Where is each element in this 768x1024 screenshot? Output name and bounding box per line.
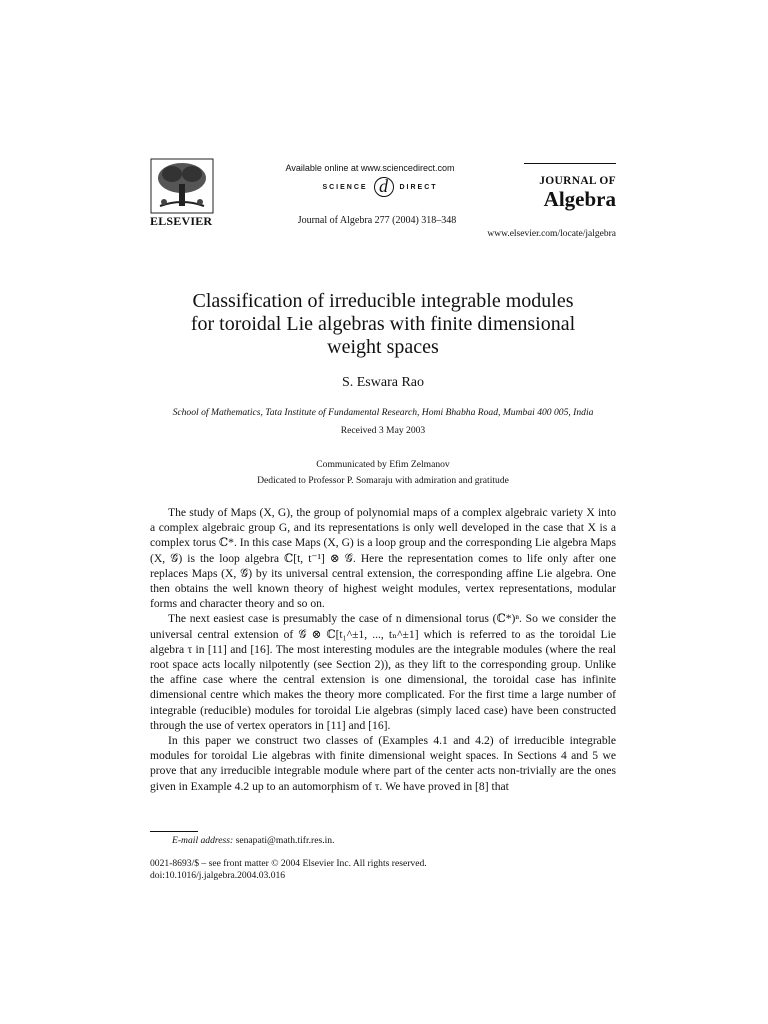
journal-name-bottom: Algebra bbox=[543, 187, 616, 211]
title-line: for toroidal Lie algebras with finite dimensional bbox=[190, 313, 576, 335]
available-online-text: Available online at www.sciencedirect.com bbox=[285, 163, 455, 173]
body-paragraph: In this paper we construct two classes of (Examples 4.1 and 4.2) of irreducible integrable modules for toroidal Lie algebras with finite dimensional weight spaces. In Sections 4 and 5 we prove that any irreducible integrable module where part of the center acts non-trivially are the ones given in Example 4.2 up to an automorphism of τ. We have proved in [8] that bbox=[150, 734, 616, 793]
email-label: E-mail address: bbox=[172, 835, 234, 846]
journal-url: www.elsevier.com/locate/jalgebra bbox=[487, 229, 616, 239]
article-body bbox=[150, 505, 616, 794]
title-line: weight spaces bbox=[327, 336, 439, 358]
body-paragraph: The next easiest case is presumably the case of n dimensional torus (ℂ*)ⁿ. So we consider the universal central extension of 𝒢̇ ⊗ ℂ[t₁^±1, ..., tₙ^±1] which is referred to as the toroidal Lie algebra τ in [11] and [16]. The most interesting modules are the integrable modules (where the real root space acts locally nilpotently (see Section 2)), as they lift to the corresponding group. Unlike the affine case where the central extension is one dimensional, the toroidal case has infinite dimensional centre which makes the theory more complicated. For the first time a large number of integrable (reducible) modules for toroidal Lie algebras (simply laced case) have been constructed through the use of vertex operators in [11] and [16]. bbox=[150, 612, 616, 732]
doi-link[interactable]: doi:10.1016/j.jalgebra.2004.03.016 bbox=[150, 870, 286, 881]
dedication: Dedicated to Professor P. Somaraju with admiration and gratitude bbox=[257, 475, 509, 486]
email-address[interactable]: senapati@math.tifr.res.in. bbox=[235, 835, 335, 846]
journal-title-rule bbox=[524, 163, 616, 164]
journal-citation: Journal of Algebra 277 (2004) 318–348 bbox=[297, 215, 457, 226]
author-name: S. Eswara Rao bbox=[341, 375, 425, 390]
received-date: Received 3 May 2003 bbox=[340, 425, 426, 436]
footnote-rule bbox=[150, 831, 198, 832]
sciencedirect-mark: d bbox=[374, 177, 394, 197]
body-paragraph: The study of Maps (X, G), the group of polynomial maps of a complex algebraic variety X into a complex algebraic group G, and its representations is only well developed in the case that X is a complex torus ℂ*. In this case Maps (X, G) is a loop group and the corresponding Lie algebra Maps (X, 𝒢̇) is the loop algebra ℂ[t, t⁻¹] ⊗ 𝒢̇. Here the representation comes to life only after one replaces Maps (X, 𝒢̇) by its universal central extension, the corresponding affine Lie algebra. One then obtains the well known theory of highest weight modules, vertex representations, modular forms and character theory and so on. bbox=[150, 506, 616, 611]
copyright-notice: 0021-8693/$ – see front matter © 2004 Elsevier Inc. All rights reserved. bbox=[150, 858, 427, 869]
communicated-by: Communicated by Efim Zelmanov bbox=[316, 459, 450, 470]
sciencedirect-right: DIRECT bbox=[399, 183, 438, 191]
publisher-name: ELSEVIER bbox=[150, 214, 213, 228]
title-line: Classification of irreducible integrable modules bbox=[192, 290, 574, 312]
article-title bbox=[150, 290, 616, 359]
affiliation: School of Mathematics, Tata Institute of Fundamental Research, Homi Bhabha Road, Mumbai 400 005, India bbox=[172, 407, 594, 418]
footnote-email bbox=[172, 835, 335, 846]
sciencedirect-logo bbox=[300, 177, 460, 197]
journal-name-top: JOURNAL OF bbox=[539, 175, 616, 187]
sciencedirect-left: SCIENCE bbox=[322, 183, 368, 191]
